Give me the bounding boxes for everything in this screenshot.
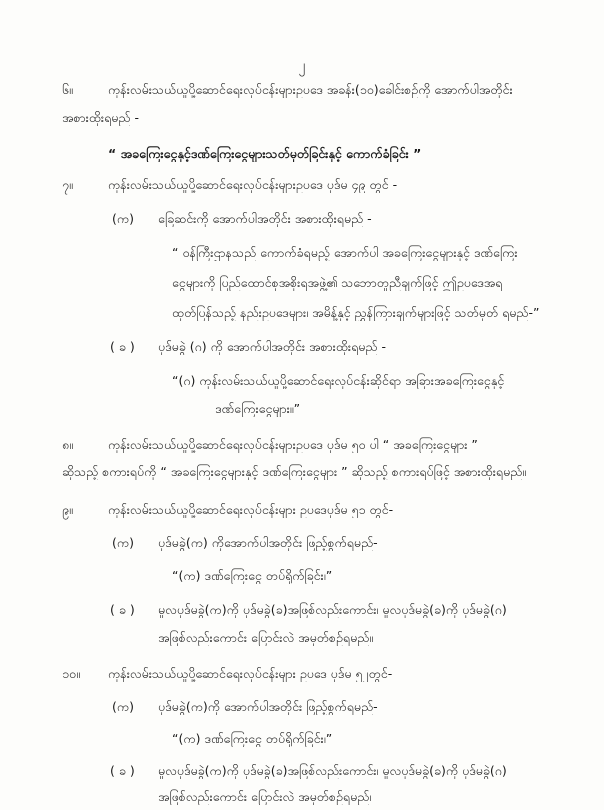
clause-label: ( ခ ) bbox=[110, 339, 135, 354]
section-text-line: ကုန်းလမ်းသယ်ယူပို့ဆောင်ရေးလုပ်ငန်းများ ဥပဒေ ပုဒ်မ ၅၂တွင်- bbox=[108, 666, 393, 681]
section-text-line: ကုန်းလမ်းသယ်ယူပို့ဆောင်ရေးလုပ်ငန်းများ ဥပဒေပုဒ်မ ၅၁ တွင်- bbox=[108, 502, 394, 517]
clause-text: မူလပုဒ်မခွဲ(က)ကို ပုဒ်မခွဲ(ခ)အဖြစ်လည်းကောင်း၊ မူလပုဒ်မခွဲ(ခ)ကို ပုဒ်မခွဲ(ဂ) bbox=[158, 763, 507, 778]
clause-label: (က) bbox=[112, 211, 134, 226]
clause-label: ( ခ ) bbox=[110, 602, 135, 617]
section-number: ၁၀။ bbox=[62, 666, 80, 681]
quoted-text-line: ထုတ်ပြန်သည့် နည်းဥပဒေများ၊ အမိန့်နှင့် ညွှန်ကြားချက်များဖြင့် သတ်မှတ် ရမည်-” bbox=[172, 305, 540, 320]
section-text-line: ဆိုသည့် စကားရပ်ကို “ အခကြေးငွေများနှင့် ဒဏ်ကြေးငွေများ ” ဆိုသည့် စကားရပ်ဖြင့် အစားထိုးရမည်။ bbox=[62, 464, 527, 479]
clause-text: မူလပုဒ်မခွဲ(က)ကို ပုဒ်မခွဲ(ခ)အဖြစ်လည်းကောင်း၊ မူလပုဒ်မခွဲ(ခ)ကို ပုဒ်မခွဲ(ဂ) bbox=[158, 602, 507, 617]
quoted-text-line: ဒဏ်ကြေးငွေများ။” bbox=[215, 401, 301, 416]
quoted-text-line: “(ဂ) ကုန်းလမ်းသယ်ယူပို့ဆောင်ရေးလုပ်ငန်းဆိုင်ရာ အခြားအခကြေးငွေနှင့် bbox=[172, 373, 505, 388]
quoted-heading: “ အခကြေးငွေနှင့်ဒဏ်ကြေးငွေများသတ်မှတ်ခြင်းနှင့် ကောက်ခံခြင်း ” bbox=[108, 146, 422, 161]
page-number: ၂ bbox=[298, 58, 306, 74]
quoted-text-line: “ ဝန်ကြီးဌာနသည် ကောက်ခံရမည့် အောက်ပါ အခကြေးငွေများနှင့် ဒဏ်ကြေး bbox=[172, 245, 518, 260]
section-number: ၈။ bbox=[62, 437, 73, 452]
section-number: ၆။ bbox=[62, 82, 73, 97]
quoted-text-line: “(က) ဒဏ်ကြေးငွေ တပ်ရိုက်ခြင်း၊” bbox=[172, 568, 333, 583]
quoted-text-line: ငွေများကို ပြည်ထောင်စုအစိုးရအဖွဲ့၏ သဘောတူညီချက်ဖြင့် ဤဥပဒေအရ bbox=[172, 275, 503, 290]
quoted-text-line: “(က) ဒဏ်ကြေးငွေ တပ်ရိုက်ခြင်း၊” bbox=[172, 731, 333, 746]
clause-text: ခြေဆင်းကို အောက်ပါအတိုင်း အစားထိုးရမည် - bbox=[158, 211, 372, 226]
clause-label: ( ခ ) bbox=[110, 763, 135, 778]
clause-text: အဖြစ်လည်းကောင်း ပြောင်းလဲ အမှတ်စဉ်ရမည်၊ bbox=[158, 789, 372, 804]
section-text-line: ကုန်းလမ်းသယ်ယူပို့ဆောင်ရေးလုပ်ငန်းများဥပဒေ ပုဒ်မ ၅၀ ပါ “ အခကြေးငွေများ ” bbox=[108, 437, 478, 452]
clause-text: ပုဒ်မခွဲ(က)ကို အောက်ပါအတိုင်း ဖြည့်စွက်ရမည်- bbox=[158, 699, 378, 714]
clause-label: (က) bbox=[112, 535, 134, 550]
section-text-line: ကုန်းလမ်းသယ်ယူပို့ဆောင်ရေးလုပ်ငန်းများဥပဒေ အခန်း(၁၀)ခေါင်းစဉ်ကို အောက်ပါအတိုင်း bbox=[108, 82, 513, 97]
section-number: ၇။ bbox=[62, 177, 73, 192]
section-number: ၉။ bbox=[62, 502, 73, 517]
clause-label: (က) bbox=[112, 699, 134, 714]
clause-text: ပုဒ်မခွဲ(က) ကိုအောက်ပါအတိုင်း ဖြည့်စွက်ရမည်- bbox=[158, 535, 378, 550]
clause-text: အဖြစ်လည်းကောင်း ပြောင်းလဲ အမှတ်စဉ်ရမည်။ bbox=[158, 630, 374, 645]
section-text-line: ကုန်းလမ်းသယ်ယူပို့ဆောင်ရေးလုပ်ငန်းများဥပဒေ ပုဒ်မ ၄၉ တွင် - bbox=[108, 177, 398, 192]
section-text-line: အစားထိုးရမည် - bbox=[62, 110, 139, 125]
clause-text: ပုဒ်မခွဲ (ဂ) ကို အောက်ပါအတိုင်း အစားထိုးရမည် - bbox=[158, 339, 386, 354]
